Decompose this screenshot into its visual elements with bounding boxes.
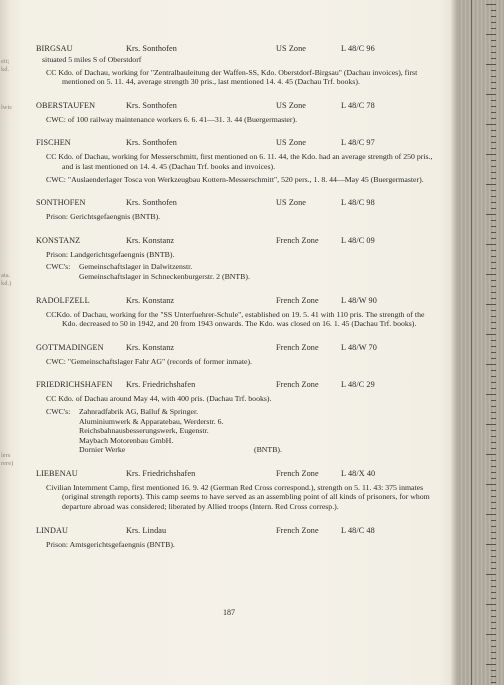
ruler-tick (491, 586, 496, 587)
ruler-tick (491, 598, 496, 599)
entry-radolfzell (36, 296, 436, 329)
map-reference: L 48/C 29 (341, 380, 375, 390)
paragraph-text: of Dachau around May 44, with 400 pris. (Dachau Trf. books). (75, 394, 272, 404)
ruler-tick (491, 466, 496, 467)
ruler-tick (491, 226, 496, 227)
camp-list-item: Maybach Motorenbau GmbH. (79, 435, 174, 445)
ruler-tick (491, 382, 496, 383)
camp-list-label: CWC's: (46, 406, 71, 416)
paragraph-label: CC Kdo. (46, 67, 74, 77)
ruler-tick (491, 328, 496, 329)
entry-heading (36, 380, 436, 391)
camp-list-item: Gemeinschaftslager in Dalwitzenstr. (79, 262, 193, 272)
entry-heading (36, 101, 436, 112)
entry-heading (36, 198, 436, 209)
entry-paragraph (46, 250, 436, 260)
camp-list-item: Zahnradfabrik AG, Balluf & Springer. (79, 406, 199, 416)
ruler-tick (491, 286, 496, 287)
entry-heading (36, 469, 436, 480)
camp-list (46, 262, 436, 281)
ruler-tick (486, 64, 496, 65)
margin-fragment: lers (1, 452, 11, 459)
entry-heading (36, 296, 436, 307)
place-name: RADOLFZELL (36, 295, 90, 305)
ruler-tick (486, 394, 496, 395)
place-name: BIRGSAU (36, 44, 73, 53)
ruler-scale (471, 0, 496, 685)
district-name: Krs. Friedrichshafen (126, 380, 196, 390)
paragraph-label: CWC: (46, 356, 66, 366)
ruler-tick (491, 220, 496, 221)
paragraph-text: "Auslaenderlager Tosca von Werkzeugbau Kottern-Messerschmitt", 520 pers., 1. 8. 44—May 45 (Buergermaster). (67, 174, 424, 184)
margin-fragment: eit; (1, 58, 10, 65)
map-reference: L 48/X 40 (341, 468, 376, 478)
ruler-tick (491, 610, 496, 611)
ruler-tick (486, 424, 496, 425)
ruler-tick (486, 634, 496, 635)
entry-paragraph (46, 152, 436, 171)
entry-liebenau (36, 469, 436, 512)
entry-paragraph (46, 357, 436, 367)
zone-name: French Zone (276, 295, 319, 305)
entry-konstanz (36, 236, 436, 282)
paragraph-text: of Dachau, working for Messerschmitt, first mentioned on 6. 11. 44, the Kdo. had an average strength of 250 pris., and is last mentioned on 14. 4. 45 (Dachau Trf. books and invoices). (62, 152, 433, 171)
map-reference: L 48/C 78 (341, 100, 375, 110)
ruler-tick (491, 346, 496, 347)
margin-fragment: ata. (1, 272, 11, 279)
ruler-tick (491, 646, 496, 647)
district-name: Krs. Konstanz (126, 235, 175, 245)
entry-heading (36, 526, 436, 537)
location-note: situated 5 miles S of Oberstdorf (42, 55, 142, 64)
margin-fragment: lwis (1, 104, 12, 111)
ruler-tick (491, 280, 496, 281)
ruler-tick (491, 526, 496, 527)
paragraph-text: Gerichtsgefaengnis (BNTB). (70, 212, 161, 222)
place-name: LIEBENAU (36, 468, 78, 478)
ruler-tick (491, 196, 496, 197)
ruler-tick (491, 556, 496, 557)
zone-name: US Zone (276, 138, 307, 148)
ruler-tick (491, 160, 496, 161)
margin-fragment: kd. (1, 66, 10, 73)
ruler-tick (491, 376, 496, 377)
ruler-tick (486, 34, 496, 35)
paragraph-text: Internment Camp, first mentioned 16. 9. 42 (German Red Cross correspond.), strength on 5. 11. 43: 375 inmates (original strength reports). This camp seems to have served as an assembling point of all kinds of prisoners, for whom departure abroad was considered; liberated by Allied troops (Intern. Red Cross corresp.). (62, 482, 430, 512)
ruler-tick (491, 442, 496, 443)
map-reference: L 48/W 70 (341, 342, 377, 352)
ruler-tick (486, 274, 496, 275)
paragraph-text: "Gemeinschaftslager Fahr AG" (records of former inmate). (67, 356, 253, 366)
place-name: LINDAU (36, 525, 68, 535)
ruler-tick (491, 520, 496, 521)
ruler-tick (491, 640, 496, 641)
ruler-tick (491, 652, 496, 653)
camp-list-item: Dornier Werke (79, 445, 126, 455)
zone-name: French Zone (276, 525, 319, 535)
paragraph-label: Prison: (46, 539, 69, 549)
ruler-tick (491, 292, 496, 293)
entry-lindau (36, 526, 436, 550)
ruler-tick (491, 172, 496, 173)
ruler-tick (491, 658, 496, 659)
paragraph-label: CC Kdo. (46, 152, 74, 162)
zone-name: French Zone (276, 468, 319, 478)
ruler-tick (491, 202, 496, 203)
margin-fragment: kd.) (1, 280, 12, 287)
place-name: FISCHEN (36, 138, 71, 148)
ruler-tick (491, 670, 496, 671)
paragraph-label: CC Kdo. (46, 394, 74, 404)
ruler-tick (486, 334, 496, 335)
map-reference: L 48/C 48 (341, 525, 375, 535)
entry-heading (36, 138, 436, 149)
entry-paragraph (46, 394, 436, 404)
ruler-tick (491, 106, 496, 107)
ruler-tick (491, 550, 496, 551)
ruler-tick (491, 178, 496, 179)
paragraph-label: CWC: (46, 174, 66, 184)
camp-list-item: Gemeinschaftslager in Schneckenburgerstr. 2 (BNTB). (79, 271, 250, 281)
ruler-tick (491, 352, 496, 353)
camp-list (46, 407, 436, 455)
ruler-tick (491, 16, 496, 17)
ruler-tick (486, 214, 496, 215)
ruler-tick (486, 154, 496, 155)
entry-heading (36, 44, 436, 55)
ruler-tick (491, 58, 496, 59)
entry-paragraph (46, 68, 436, 87)
ruler-tick (491, 388, 496, 389)
ruler-tick (491, 322, 496, 323)
ruler-tick (491, 100, 496, 101)
ruler-tick (491, 10, 496, 11)
zone-name: French Zone (276, 235, 319, 245)
paragraph-text: Amtsgerichtsgefaengnis (BNTB). (69, 539, 175, 549)
ruler-tick (491, 268, 496, 269)
ruler-tick (491, 496, 496, 497)
ruler-tick (491, 502, 496, 503)
zone-name: French Zone (276, 342, 319, 352)
ruler-tick (491, 22, 496, 23)
place-name: OBERSTAUFEN (36, 100, 96, 110)
ruler-tick (491, 400, 496, 401)
ruler-tick (486, 664, 496, 665)
entry-paragraph (46, 483, 436, 512)
ruler-tick (491, 112, 496, 113)
ruler-tick (486, 244, 496, 245)
zone-name: US Zone (276, 44, 307, 53)
document-page (36, 44, 436, 549)
ruler-tick (491, 262, 496, 263)
ruler-tick (491, 532, 496, 533)
ruler-tick (491, 418, 496, 419)
ruler-tick (491, 430, 496, 431)
entry-gottmadingen (36, 343, 436, 367)
district-name: Krs. Sonthofen (126, 138, 177, 148)
entry-fischen (36, 138, 436, 184)
map-reference: L 48/C 09 (341, 235, 375, 245)
ruler-tick (491, 232, 496, 233)
camp-list-item: Reichsbahnausbesserungswerk, Eugenstr. (79, 426, 209, 436)
camp-list-source: (BNTB). (254, 445, 282, 455)
ruler-tick (491, 628, 496, 629)
entry-heading (36, 236, 436, 247)
ruler-tick (491, 70, 496, 71)
ruler-tick (491, 472, 496, 473)
ruler-tick (491, 358, 496, 359)
ruler-tick (486, 544, 496, 545)
ruler-tick (486, 184, 496, 185)
ruler-tick (491, 250, 496, 251)
ruler-tick (486, 304, 496, 305)
ruler-tick (491, 136, 496, 137)
place-name: GOTTMADINGEN (36, 342, 104, 352)
ruler-tick (486, 484, 496, 485)
ruler-tick (486, 364, 496, 365)
ruler-tick (491, 370, 496, 371)
camp-list-label: CWC's: (46, 262, 71, 272)
district-name: Krs. Sonthofen (126, 44, 177, 53)
district-name: Krs. Konstanz (126, 342, 175, 352)
paragraph-label: Civilian (46, 482, 72, 492)
ruler-tick (491, 406, 496, 407)
district-name: Krs. Friedrichshafen (126, 468, 196, 478)
ruler-tick (491, 256, 496, 257)
ruler-tick (491, 448, 496, 449)
map-reference: L 48/C 98 (341, 198, 375, 208)
paragraph-text: of Dachau, working for "Zentralbauleitung der Waffen-SS, Kdo. Oberstdorf-Birgsau" (Dachau invoices), first mentioned on 5. 11. 44, average strength 30 pris., last mentioned 14. 4. 45 (Dachau Trf. books). (62, 67, 418, 87)
entry-sonthofen (36, 198, 436, 222)
ruler-tick (486, 4, 496, 5)
book-page-edges (458, 0, 504, 685)
ruler-tick (491, 562, 496, 563)
ruler-tick (491, 478, 496, 479)
page-gutter-shadow (450, 0, 458, 685)
ruler-tick (491, 148, 496, 149)
ruler-tick (491, 412, 496, 413)
ruler-tick (491, 208, 496, 209)
ruler-tick (491, 508, 496, 509)
ruler-tick (491, 298, 496, 299)
ruler-tick (491, 316, 496, 317)
zone-name: US Zone (276, 198, 307, 208)
paragraph-text: Landgerichtsgefaengnis (BNTB). (70, 249, 175, 259)
ruler-tick (491, 460, 496, 461)
paragraph-text: of Dachau, working for the "SS Unterfuehrer-Schule", established on 19. 5. 41 with 110 pris. The strength of the Kdo. decreased to 50 in 1942, and 20 from 1943 onwards. The Kdo. was closed on 16. 1. 45 (Dachau Trf. books). (62, 309, 425, 329)
ruler-tick (491, 142, 496, 143)
ruler-tick (491, 118, 496, 119)
margin-fragment: rere) (1, 460, 13, 467)
ruler-tick (491, 568, 496, 569)
place-name: SONTHOFEN (36, 198, 86, 208)
ruler-tick (491, 616, 496, 617)
ruler-tick (491, 592, 496, 593)
ruler-tick (491, 436, 496, 437)
ruler-tick (486, 454, 496, 455)
ruler-tick (486, 124, 496, 125)
entry-heading (36, 343, 436, 354)
map-reference: L 48/W 90 (341, 295, 377, 305)
paragraph-label: CWC: (46, 114, 66, 124)
ruler-tick (491, 190, 496, 191)
camp-list-item: Aluminiumwerk & Apparatebau, Werderstr. 6. (79, 416, 224, 426)
ruler-tick (491, 82, 496, 83)
entry-paragraph (46, 310, 436, 329)
ruler-tick (491, 310, 496, 311)
entry-paragraph (46, 115, 436, 125)
entry-birgsau (36, 44, 436, 87)
ruler-tick (491, 622, 496, 623)
ruler-tick (491, 238, 496, 239)
zone-name: US Zone (276, 100, 307, 110)
ruler-tick (491, 130, 496, 131)
ruler-tick (491, 40, 496, 41)
entry-oberstaufen (36, 101, 436, 125)
ruler-tick (491, 28, 496, 29)
entry-friedrichshafen (36, 380, 436, 455)
entry-paragraph (46, 540, 436, 550)
ruler-tick (491, 340, 496, 341)
district-name: Krs. Sonthofen (126, 198, 177, 208)
ruler-tick (491, 580, 496, 581)
ruler-tick (491, 88, 496, 89)
ruler-tick (486, 604, 496, 605)
entry-paragraph (46, 175, 436, 185)
ruler-tick (491, 490, 496, 491)
map-reference: L 48/C 97 (341, 138, 375, 148)
place-name: FRIEDRICHSHAFEN (36, 380, 113, 390)
district-name: Krs. Lindau (126, 525, 167, 535)
ruler-tick (486, 94, 496, 95)
paragraph-label: Prison: (46, 249, 69, 259)
entry-paragraph (46, 212, 436, 222)
paragraph-label: Prison: (46, 212, 69, 222)
ruler-tick (491, 676, 496, 677)
ruler-tick (486, 514, 496, 515)
ruler-tick (491, 46, 496, 47)
page-number: 187 (223, 608, 235, 617)
paragraph-label: CCKdo. (46, 309, 72, 319)
ruler-tick (486, 574, 496, 575)
map-reference: L 48/C 96 (341, 44, 375, 53)
ruler-tick (491, 538, 496, 539)
ruler-tick (491, 76, 496, 77)
paragraph-text: of 100 railway maintenance workers 6. 6. 41—31. 3. 44 (Buergermaster). (67, 114, 298, 124)
ruler-tick (491, 52, 496, 53)
place-name: KONSTANZ (36, 235, 81, 245)
ruler-tick (491, 166, 496, 167)
zone-name: French Zone (276, 380, 319, 390)
district-name: Krs. Sonthofen (126, 100, 177, 110)
district-name: Krs. Konstanz (126, 295, 175, 305)
ruler-tick (491, 682, 496, 683)
